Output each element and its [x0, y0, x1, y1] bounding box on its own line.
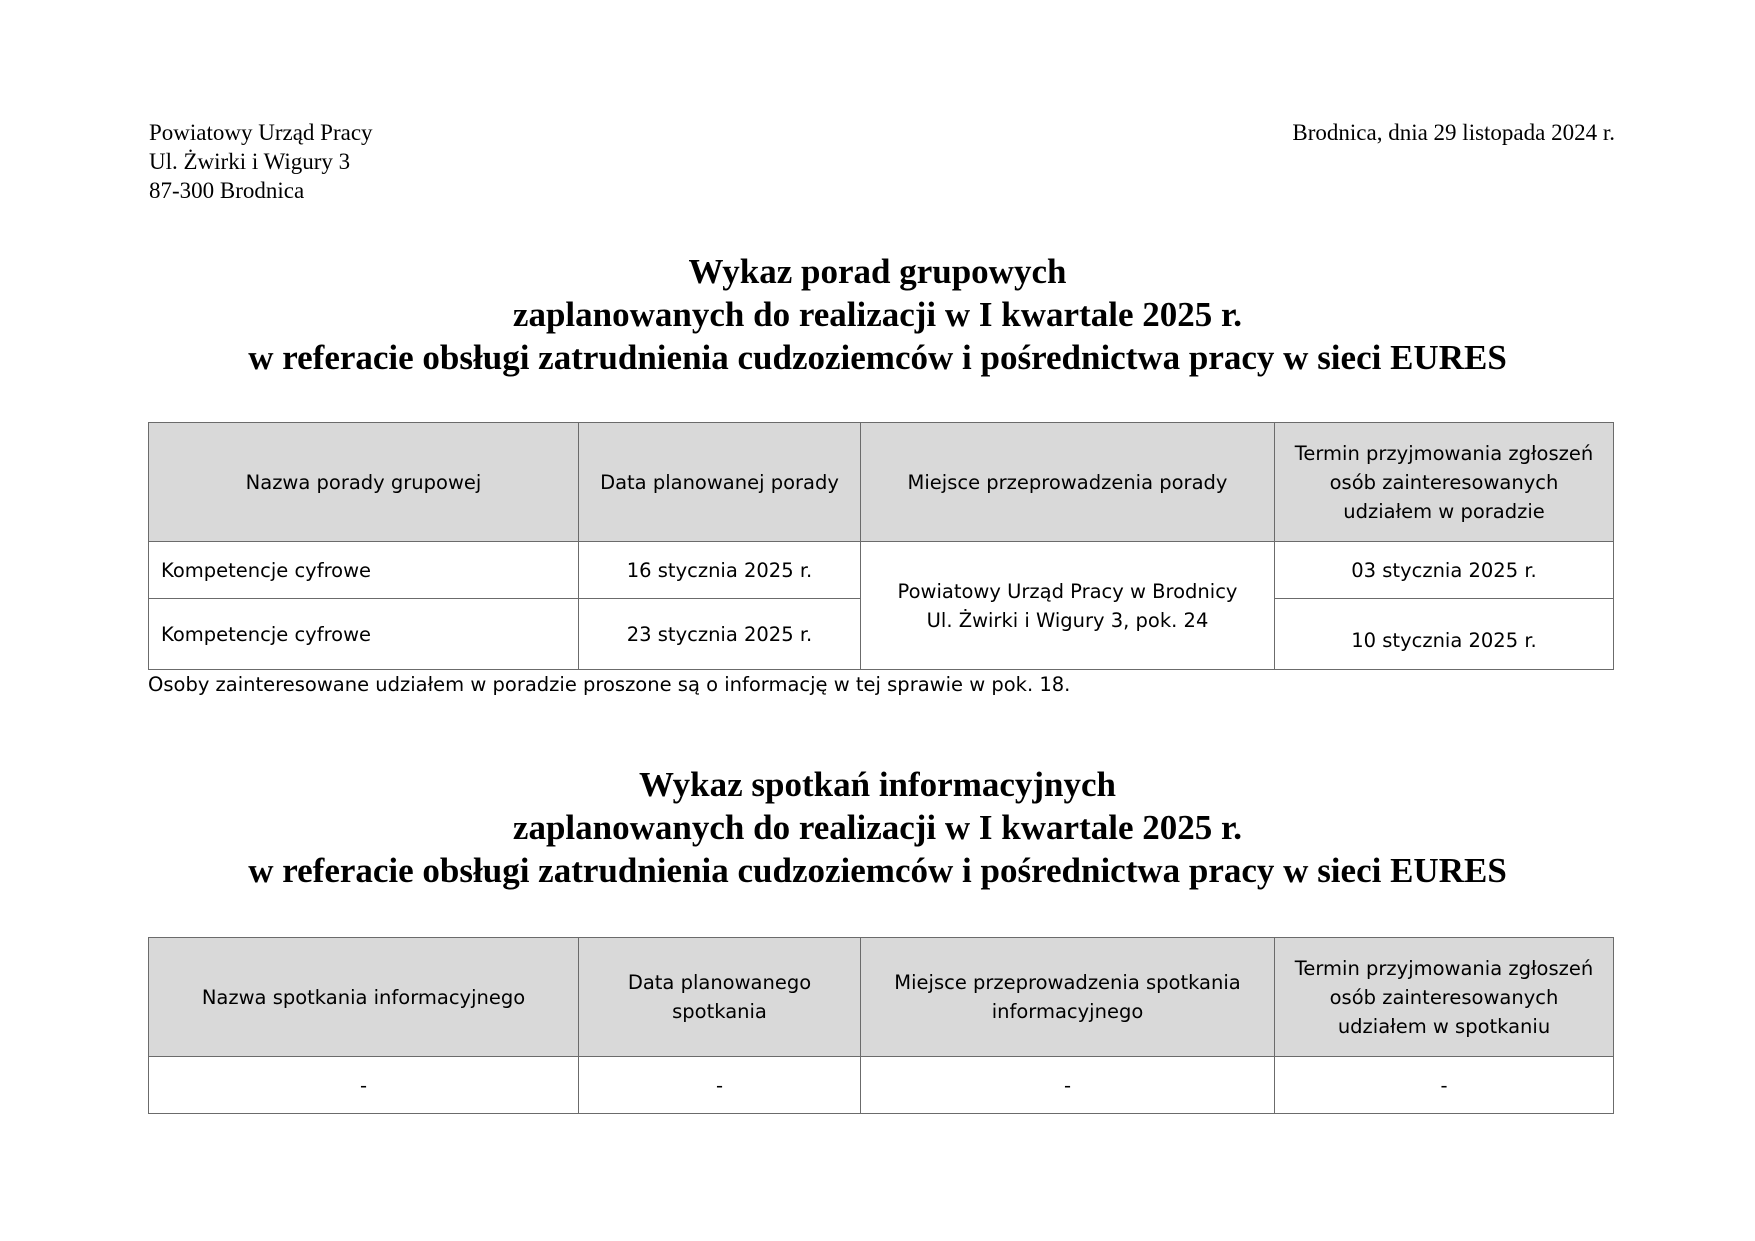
- table-row: [149, 542, 1614, 599]
- venue-line: Ul. Żwirki i Wigury 3, pok. 24: [926, 608, 1209, 632]
- header-advice-name: Nazwa porady grupowej: [149, 423, 579, 542]
- advice-name-cell: Kompetencje cyfrowe: [149, 599, 579, 670]
- header-meeting-deadline: Termin przyjmowania zgłoszeń osób zainteresowanych udziałem w spotkaniu: [1275, 938, 1614, 1057]
- meeting-date-cell: -: [579, 1057, 861, 1114]
- group-advice-heading: [0, 250, 1755, 379]
- meeting-name-cell: -: [149, 1057, 579, 1114]
- meeting-deadline-cell: -: [1275, 1057, 1614, 1114]
- heading-line: zaplanowanych do realizacji w I kwartale 2025 r.: [512, 808, 1243, 847]
- advice-note: Osoby zainteresowane udziałem w poradzie proszone są o informację w tej sprawie w pok. 18.: [148, 673, 1071, 696]
- heading-line: w referacie obsługi zatrudnienia cudzoziemców i pośrednictwa pracy w sieci EURES: [248, 338, 1507, 377]
- sender-postal-city: 87-300 Brodnica: [149, 178, 305, 203]
- place-and-date: Brodnica, dnia 29 listopada 2024 r.: [1292, 120, 1615, 145]
- advice-date-cell: 16 stycznia 2025 r.: [579, 542, 861, 599]
- heading-line: zaplanowanych do realizacji w I kwartale 2025 r.: [512, 295, 1243, 334]
- header-venue: Miejsce przeprowadzenia porady: [861, 423, 1275, 542]
- heading-line: w referacie obsługi zatrudnienia cudzoziemców i pośrednictwa pracy w sieci EURES: [248, 851, 1507, 890]
- venue-line: Powiatowy Urząd Pracy w Brodnicy: [897, 579, 1238, 603]
- meeting-venue-cell: -: [861, 1057, 1275, 1114]
- advice-deadline-cell: 03 stycznia 2025 r.: [1275, 542, 1614, 599]
- header-meeting-name: Nazwa spotkania informacyjnego: [149, 938, 579, 1057]
- table-header-row: [149, 423, 1614, 542]
- table-row: [149, 1057, 1614, 1114]
- advice-venue-cell: [861, 542, 1275, 670]
- header-meeting-venue: Miejsce przeprowadzenia spotkania informacyjnego: [861, 938, 1275, 1057]
- advice-name-cell: Kompetencje cyfrowe: [149, 542, 579, 599]
- info-meetings-table: [148, 937, 1614, 1114]
- sender-street: Ul. Żwirki i Wigury 3: [149, 149, 351, 174]
- heading-line: Wykaz porad grupowych: [688, 252, 1067, 291]
- table-header-row: [149, 938, 1614, 1057]
- group-advice-table: [148, 422, 1614, 670]
- advice-deadline-cell: 10 stycznia 2025 r.: [1275, 599, 1614, 670]
- advice-date-cell: 23 stycznia 2025 r.: [579, 599, 861, 670]
- heading-line: Wykaz spotkań informacyjnych: [638, 765, 1117, 804]
- sender-name: Powiatowy Urząd Pracy: [149, 120, 373, 145]
- sender-address: [149, 118, 373, 205]
- info-meetings-heading: [0, 763, 1755, 892]
- header-meeting-date: Data planowanego spotkania: [579, 938, 861, 1057]
- header-application-deadline: Termin przyjmowania zgłoszeń osób zainteresowanych udziałem w poradzie: [1275, 423, 1614, 542]
- header-planned-date: Data planowanej porady: [579, 423, 861, 542]
